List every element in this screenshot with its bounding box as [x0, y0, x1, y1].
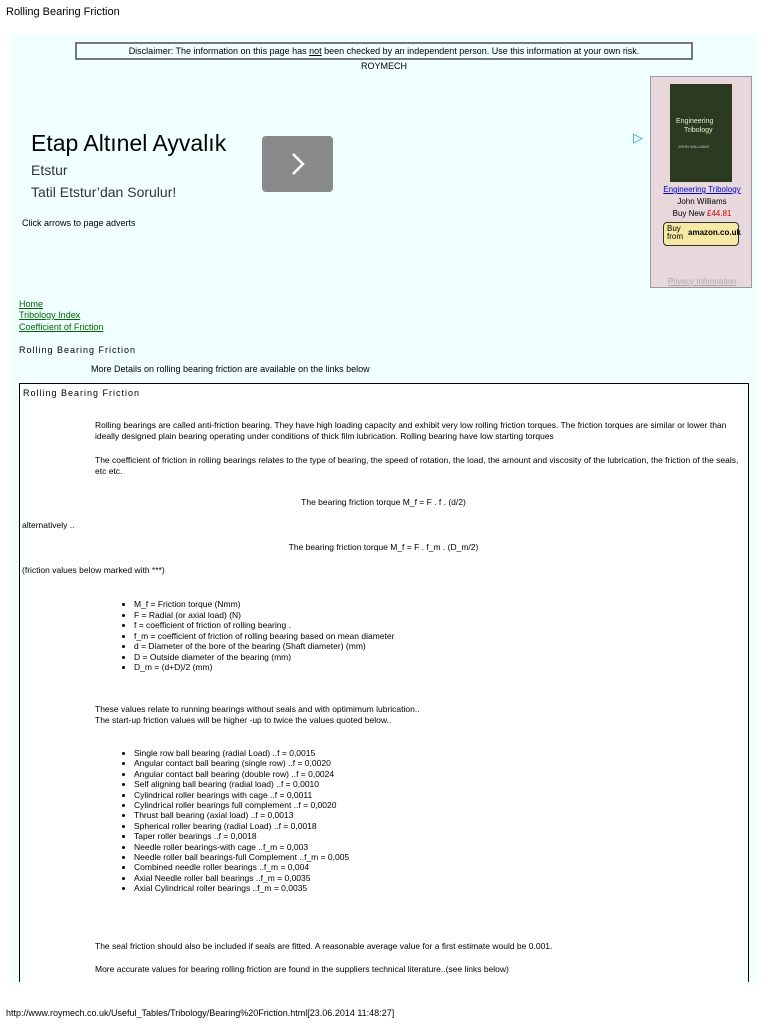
ad-cta[interactable]: Tatil Etstur’dan Sorulur! — [31, 184, 177, 200]
list-item: • F = Radial (or axial load) (N) — [134, 610, 394, 621]
disclaimer-text: Disclaimer: The information on this page has — [128, 46, 310, 56]
coefficient-paragraph: The coefficient of friction in rolling bearings relates to the type of bearing, the speed of rotation, the load, the amount and viscosity of the lubrication, the friction of the seals, etc etc. — [95, 455, 739, 476]
book-author: John Williams — [677, 197, 727, 206]
home-link[interactable]: Home — [19, 299, 44, 309]
list-item: • f = coefficient of friction of rolling bearing . — [134, 620, 394, 631]
disclaimer-text-end: been checked by an independent person. Use this information at your own risk. — [321, 46, 640, 56]
book-advert — [650, 76, 752, 288]
list-item: • Needle roller bearings-with cage ..f_m = 0,003 — [134, 842, 349, 852]
coefficient-link[interactable]: Coefficient of Friction — [19, 322, 104, 332]
friction-note: (friction values below marked with ***) — [22, 565, 165, 575]
disclaimer-emphasis: not — [309, 46, 322, 56]
buy-label — [667, 225, 683, 241]
list-item: • f_m = coefficient of friction of rolling bearing based on mean diameter — [134, 631, 394, 642]
privacy-link[interactable]: Privacy Information — [667, 277, 737, 286]
alternatively-text: alternatively .. — [22, 520, 75, 530]
book-title-link[interactable]: Engineering Tribology — [663, 185, 741, 194]
definitions-list — [120, 599, 394, 673]
disclaimer-box — [75, 42, 693, 60]
more-accurate-note: More accurate values for bearing rolling friction are found in the suppliers technical literature..(see links below) — [95, 964, 509, 974]
buy-line-1: Buy — [667, 224, 681, 233]
intro-paragraph: Rolling bearings are called anti-friction bearing. They have high loading capacity and exhibit very low rolling friction torques. The friction torques are similar or lower than ideally designed plain bearing operating under conditions of thick film lubrication. Rolling bearing have low starting torques — [95, 420, 727, 441]
list-item: • Needle roller ball bearings-full Complement ..f_m = 0,005 — [134, 852, 349, 862]
formula-2: The bearing friction torque M_f = F . f_m . (D_m/2) — [288, 542, 479, 552]
list-item: • Self aligning ball bearing (radial load) ..f = 0,0010 — [134, 779, 349, 789]
list-item: • Single row ball bearing (radial Load) ..f = 0,0015 — [134, 748, 349, 758]
tribology-index-link[interactable]: Tribology Index — [19, 310, 81, 320]
click-arrows-note: Click arrows to page adverts — [22, 218, 136, 228]
list-item: • d = Diameter of the bore of the bearing (Shaft diameter) (mm) — [134, 641, 394, 652]
list-item: • Combined needle roller bearings ..f_m = 0,004 — [134, 862, 349, 872]
list-item: • Axial Cylindrical roller bearings ..f_m = 0,0035 — [134, 883, 349, 893]
book-cover-title: Engineering — [676, 118, 714, 125]
list-item: • Angular contact ball bearing (double row) ..f = 0,0024 — [134, 769, 349, 779]
ad-brand: Etstur — [31, 162, 68, 178]
buy-from-amazon-button[interactable] — [663, 222, 739, 246]
list-item: • Angular contact ball bearing (single row) ..f = 0,0020 — [134, 758, 349, 768]
browser-title: Rolling Bearing Friction — [6, 6, 120, 18]
amazon-logo: amazon.co.uk — [688, 228, 741, 237]
values-note-2: The start-up friction values will be higher -up to twice the values quoted below.. — [95, 715, 392, 725]
page-heading: Rolling Bearing Friction — [19, 345, 137, 355]
page-area — [11, 34, 757, 982]
book-cover-subtitle: Tribology — [684, 127, 713, 134]
list-item: • M_f = Friction torque (Nmm) — [134, 599, 394, 610]
values-note-1: These values relate to running bearings without seals and with optimimum lubrication.. — [95, 704, 420, 714]
list-item: • D_m = (d+D)/2 (mm) — [134, 662, 394, 673]
footer-url: http://www.roymech.co.uk/Useful_Tables/Tribology/Bearing%20Friction.html[23.06.2014 11:48:27] — [6, 1008, 395, 1018]
chevron-right-icon — [289, 152, 307, 176]
list-item: • D = Outside diameter of the bearing (mm) — [134, 652, 394, 663]
list-item: • Spherical roller bearing (radial Load) ..f = 0,0018 — [134, 821, 349, 831]
list-item: • Axial Needle roller ball bearings ..f_m = 0,0035 — [134, 873, 349, 883]
ad-headline[interactable]: Etap Altınel Ayvalık — [31, 130, 227, 156]
book-cover-image[interactable] — [670, 84, 732, 182]
more-details-text: More Details on rolling bearing friction are available on the links below — [91, 364, 370, 374]
ad-choices-icon[interactable]: ▷ — [633, 130, 643, 145]
content-box — [19, 383, 749, 982]
book-price — [651, 209, 753, 218]
formula-1: The bearing friction torque M_f = F . f . (d/2) — [301, 497, 466, 507]
section-title: Rolling Bearing Friction — [23, 388, 141, 398]
list-item: • Thrust ball bearing (axial load) ..f = 0,0013 — [134, 810, 349, 820]
list-item: • Cylindrical roller bearings full complement ..f = 0,0020 — [134, 800, 349, 810]
list-item: • Taper roller bearings ..f = 0,0018 — [134, 831, 349, 841]
buy-line-2: from — [667, 232, 683, 241]
price-value: £44.81 — [706, 209, 732, 218]
price-label: Buy New — [672, 209, 707, 218]
ad-next-button[interactable] — [262, 136, 333, 192]
book-cover-author: JOHN WILLIAMS — [678, 144, 710, 149]
site-name: ROYMECH — [360, 61, 407, 71]
advert[interactable] — [11, 130, 641, 210]
list-item: • Cylindrical roller bearings with cage ..f = 0,0011 — [134, 790, 349, 800]
seal-note: The seal friction should also be included if seals are fitted. A reasonable average value for a first estimate would be 0.001. — [95, 941, 553, 951]
friction-values-list — [120, 748, 349, 894]
